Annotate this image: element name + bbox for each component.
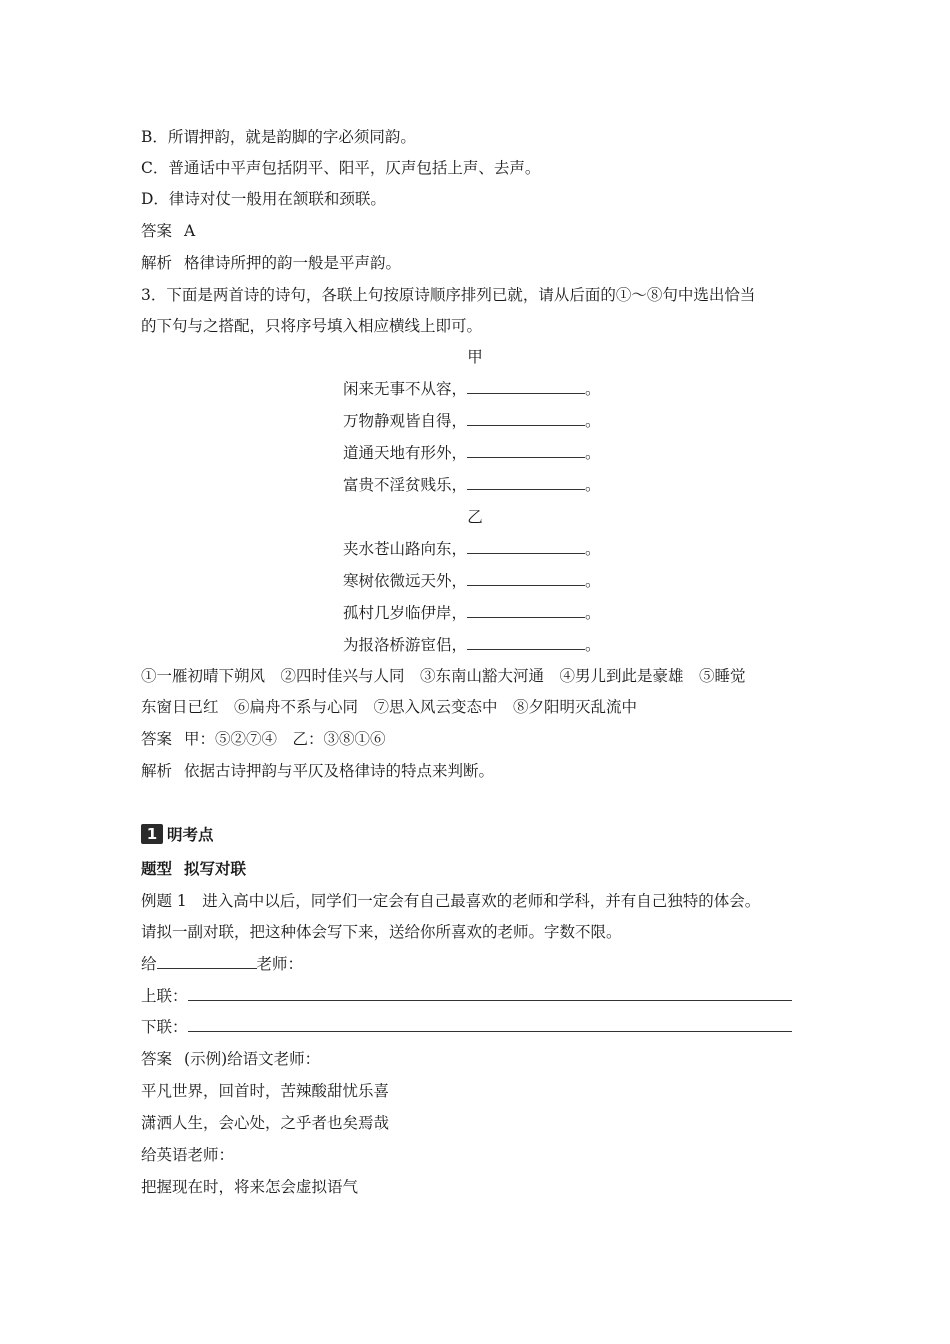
lower-couplet-blank[interactable] [188,1017,792,1032]
topic-heading [141,859,246,879]
option-d-line: D．律诗对仗一般用在颔联和颈联。 [141,190,386,208]
poem-b-title: 乙 [467,508,483,526]
explanation-1 [141,253,401,273]
explanation-label: 解析 [141,762,173,780]
section-title: 明考点 [167,826,214,844]
answer-line-2: 潇洒人生，会心处，之乎者也矣焉哉 [141,1114,390,1132]
explanation-value: 依据古诗押韵与平仄及格律诗的特点来判断。 [184,762,495,780]
topic-value: 拟写对联 [184,860,247,878]
poem-line-text: 闲来无事不从容， [343,380,468,398]
poem-line-text: 富贵不淫贫贱乐， [343,476,468,494]
answer-value: 甲：⑤②⑦④ 乙：③⑧①⑥ [184,730,386,748]
answer-label: 答案 [141,730,173,748]
poem-b-line-2 [343,571,601,591]
period: 。 [585,412,601,430]
explanation-value: 格律诗所押的韵一般是平声韵。 [184,254,402,272]
poem-a-line-4 [343,475,601,495]
poem-line-text: 为报洛桥游宦侣， [343,636,468,654]
answer-label: 答案 [141,1050,173,1068]
answer-blank[interactable] [467,412,585,426]
options-line-2: 东窗日已红 ⑥扁舟不系与心同 ⑦思入风云变态中 ⑧夕阳明灭乱流中 [141,698,638,716]
poem-a-title: 甲 [467,348,483,366]
answer-line-1: 平凡世界，回首时，苦辣酸甜忧乐喜 [141,1082,390,1100]
give-prefix: 给 [141,955,157,973]
answer-blank[interactable] [467,540,585,554]
poem-line-text: 寒树依微远天外， [343,572,468,590]
question-3-line-1: 3．下面是两首诗的诗句，各联上句按原诗顺序排列已就，请从后面的①～⑧句中选出恰当 [141,286,756,304]
poem-b-line-4 [343,635,601,655]
period: 。 [585,540,601,558]
poem-a-line-2 [343,411,601,431]
poem-line-text: 孤村几岁临伊岸， [343,604,468,622]
explanation-label: 解析 [141,254,173,272]
period: 。 [585,476,601,494]
option-c-line: C．普通话中平声包括阴平、阳平，仄声包括上声、去声。 [141,159,541,177]
period: 。 [585,636,601,654]
example-answer [141,1049,320,1069]
period: 。 [585,604,601,622]
section-number-badge: 1 [141,824,163,844]
answer-label: 答案 [141,222,173,240]
section-header [141,823,214,845]
answer-blank[interactable] [467,476,585,490]
lower-label: 下联： [141,1018,188,1036]
period: 。 [585,380,601,398]
example-line-1: 例题 1 进入高中以后，同学们一定会有自己最喜欢的老师和学科，并有自己独特的体会。 [141,892,761,910]
upper-couplet-line [141,986,792,1006]
upper-couplet-blank[interactable] [188,986,792,1001]
poem-line-text: 万物静观皆自得， [343,412,468,430]
answer-3 [141,729,386,749]
upper-label: 上联： [141,987,188,1005]
answer-line-4: 把握现在时，将来怎会虚拟语气 [141,1178,359,1196]
give-suffix: 老师： [256,955,304,973]
answer-blank[interactable] [467,604,585,618]
answer-line-3: 给英语老师： [141,1146,235,1164]
answer-blank[interactable] [467,380,585,394]
example-line-2: 请拟一副对联，把这种体会写下来，送给你所喜欢的老师。字数不限。 [141,923,622,941]
poem-line-text: 道通天地有形外， [343,444,468,462]
poem-a-line-1 [343,379,601,399]
answer-value: (示例)给语文老师： [184,1050,321,1068]
poem-a-line-3 [343,443,601,463]
answer-blank[interactable] [467,572,585,586]
period: 。 [585,572,601,590]
teacher-blank[interactable] [157,954,257,969]
answer-1 [141,221,195,241]
poem-b-line-1 [343,539,601,559]
topic-label: 题型 [141,860,173,878]
poem-b-line-3 [343,603,601,623]
question-3-line-2: 的下句与之搭配，只将序号填入相应横线上即可。 [141,317,483,335]
option-b-line: B．所谓押韵，就是韵脚的字必须同韵。 [141,128,416,146]
lower-couplet-line [141,1017,792,1037]
period: 。 [585,444,601,462]
give-teacher-line [141,954,303,974]
answer-blank[interactable] [467,444,585,458]
options-line-1: ①一雁初晴下朔风 ②四时佳兴与人同 ③东南山豁大河通 ④男儿到此是豪雄 ⑤睡觉 [141,667,746,685]
answer-value: A [184,222,196,240]
explanation-3 [141,761,494,781]
answer-blank[interactable] [467,636,585,650]
poem-line-text: 夹水苍山路向东， [343,540,468,558]
